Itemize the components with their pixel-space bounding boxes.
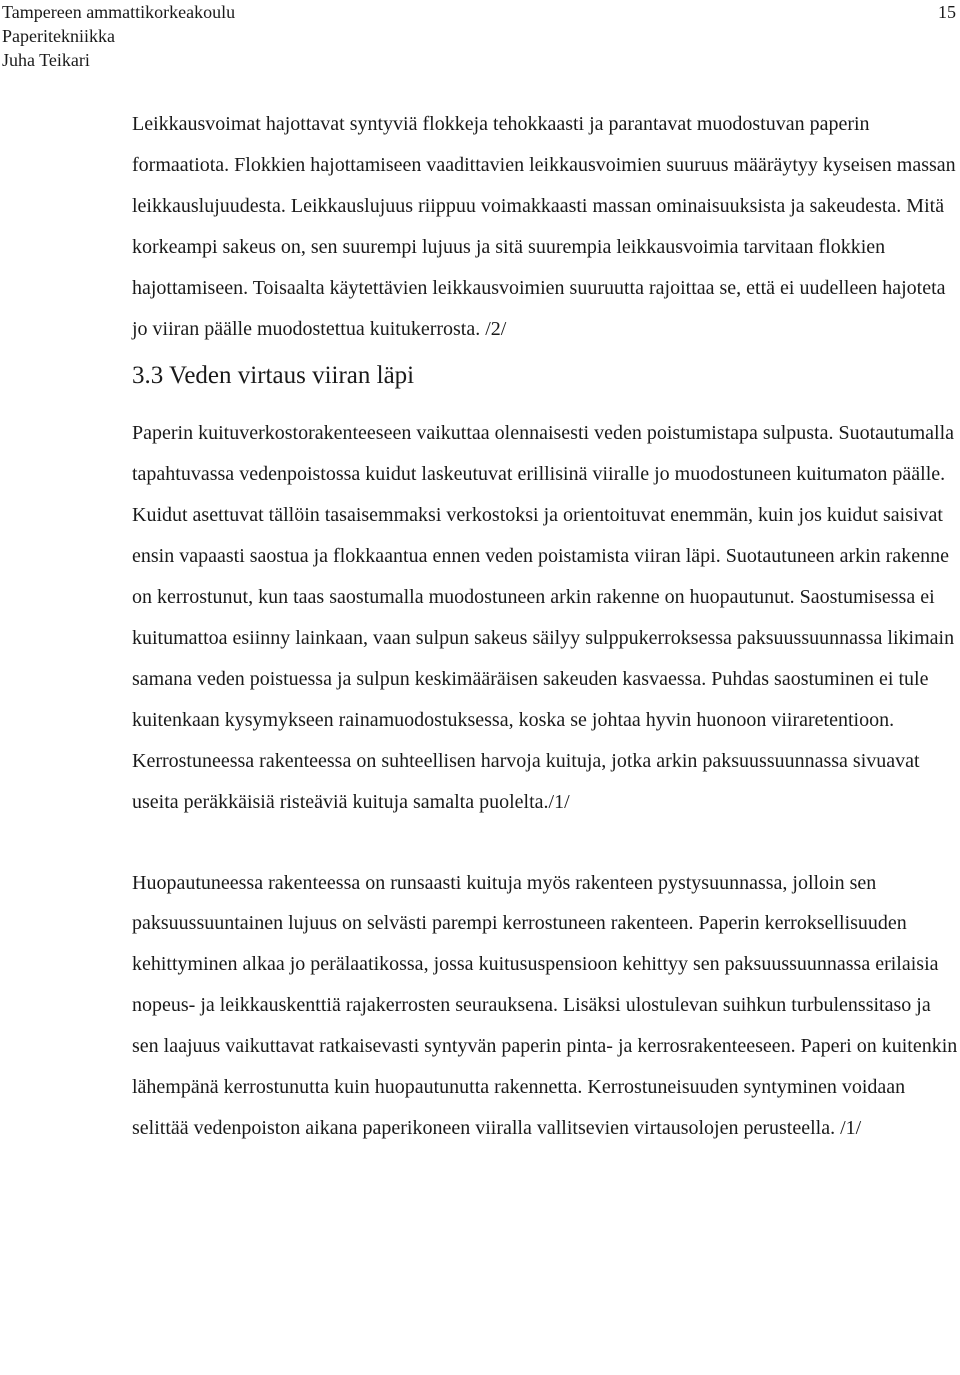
- section-heading: 3.3 Veden virtaus viiran läpi: [132, 362, 415, 390]
- body-paragraph: Huopautuneessa rakenteessa on runsaasti kuituja myös rakenteen pystysuunnassa, jolloin sen paksuussuuntainen lujuus on selvästi parempi kerrostuneen rakenteen. Paperin kerroksellisuuden kehittyminen alkaa jo perälaatikossa, jossa kuitususpensioon kehittyy sen paksuussuunnassa erilaisia nopeus- ja leikkauskenttiä rajakerrosten seurauksena. Lisäksi ulostulevan suihkun turbulenssitaso ja sen laajuus vaikuttavat ratkaisevasti syntyvän paperin pinta- ja kerrosrakenteeseen. Paperi on kuitenkin lähempänä kerrostunutta kuin huopautunutta rakennetta. Kerrostuneisuuden syntyminen voidaan selittää vedenpoiston aikana paperikoneen viiralla vallitsevien virtausolojen perusteella. /1/: [132, 871, 958, 1139]
- header-department: Paperitekniikka: [2, 26, 115, 46]
- body-paragraph: Paperin kuituverkostorakenteeseen vaikuttaa olennaisesti veden poistumistapa sulpusta. Suotautumalla tapahtuvassa vedenpoistossa kuidut laskeutuvat erillisinä viiralle jo muodostuneen kuitumaton päälle. Kuidut asettuvat tällöin tasaisemmaksi verkostoksi ja orientoituvat enemmän, kuin jos kuidut saisivat ensin vapaasti saostua ja flokkaantua ennen veden poistamista viiran läpi. Suotautuneen arkin rakenne on kerrostunut, kun taas saostumalla muodostuneen arkin rakenne on huopautunut. Saostumisessa ei kuitumattoa esiinny lainkaan, vaan sulpun sakeus säilyy sulppukerroksessa paksuussuunnassa likimain samana veden poistuessa ja sulpun keskimääräisen sakeuden kasvaessa. Puhdas saostuminen ei tule kuitenkaan kysymykseen rainamuodostuksessa, koska se johtaa hyvin huonoon viiraretentioon. Kerrostuneessa rakenteessa on suhteellisen harvoja kuituja, jotka arkin paksuussuunnassa sivuavat useita peräkkäisiä risteäviä kuituja samalta puolelta./1/: [132, 422, 955, 813]
- header-author: Juha Teikari: [2, 50, 90, 70]
- body-paragraph: Leikkausvoimat hajottavat syntyviä flokkeja tehokkaasti ja parantavat muodostuvan paperin formaatiota. Flokkien hajottamiseen vaadittavien leikkausvoimien suuruus määräytyy kyseisen massan leikkauslujuudesta. Leikkauslujuus riippuu voimakkaasti massan ominaisuuksista ja sakeudesta. Mitä korkeampi sakeus on, sen suurempi lujuus ja sitä suurempia leikkausvoimia tarvitaan flokkien hajottamiseen. Toisaalta käytettävien leikkausvoimien suuruutta rajoittaa se, että ei uudelleen hajoteta jo viiran päälle muodostettua kuitukerrosta. /2/: [132, 113, 956, 340]
- header-institution: Tampereen ammattikorkeakoulu: [2, 2, 236, 22]
- document-body: [132, 104, 958, 1149]
- page-number: 15: [938, 2, 956, 22]
- page-header: [2, 0, 235, 72]
